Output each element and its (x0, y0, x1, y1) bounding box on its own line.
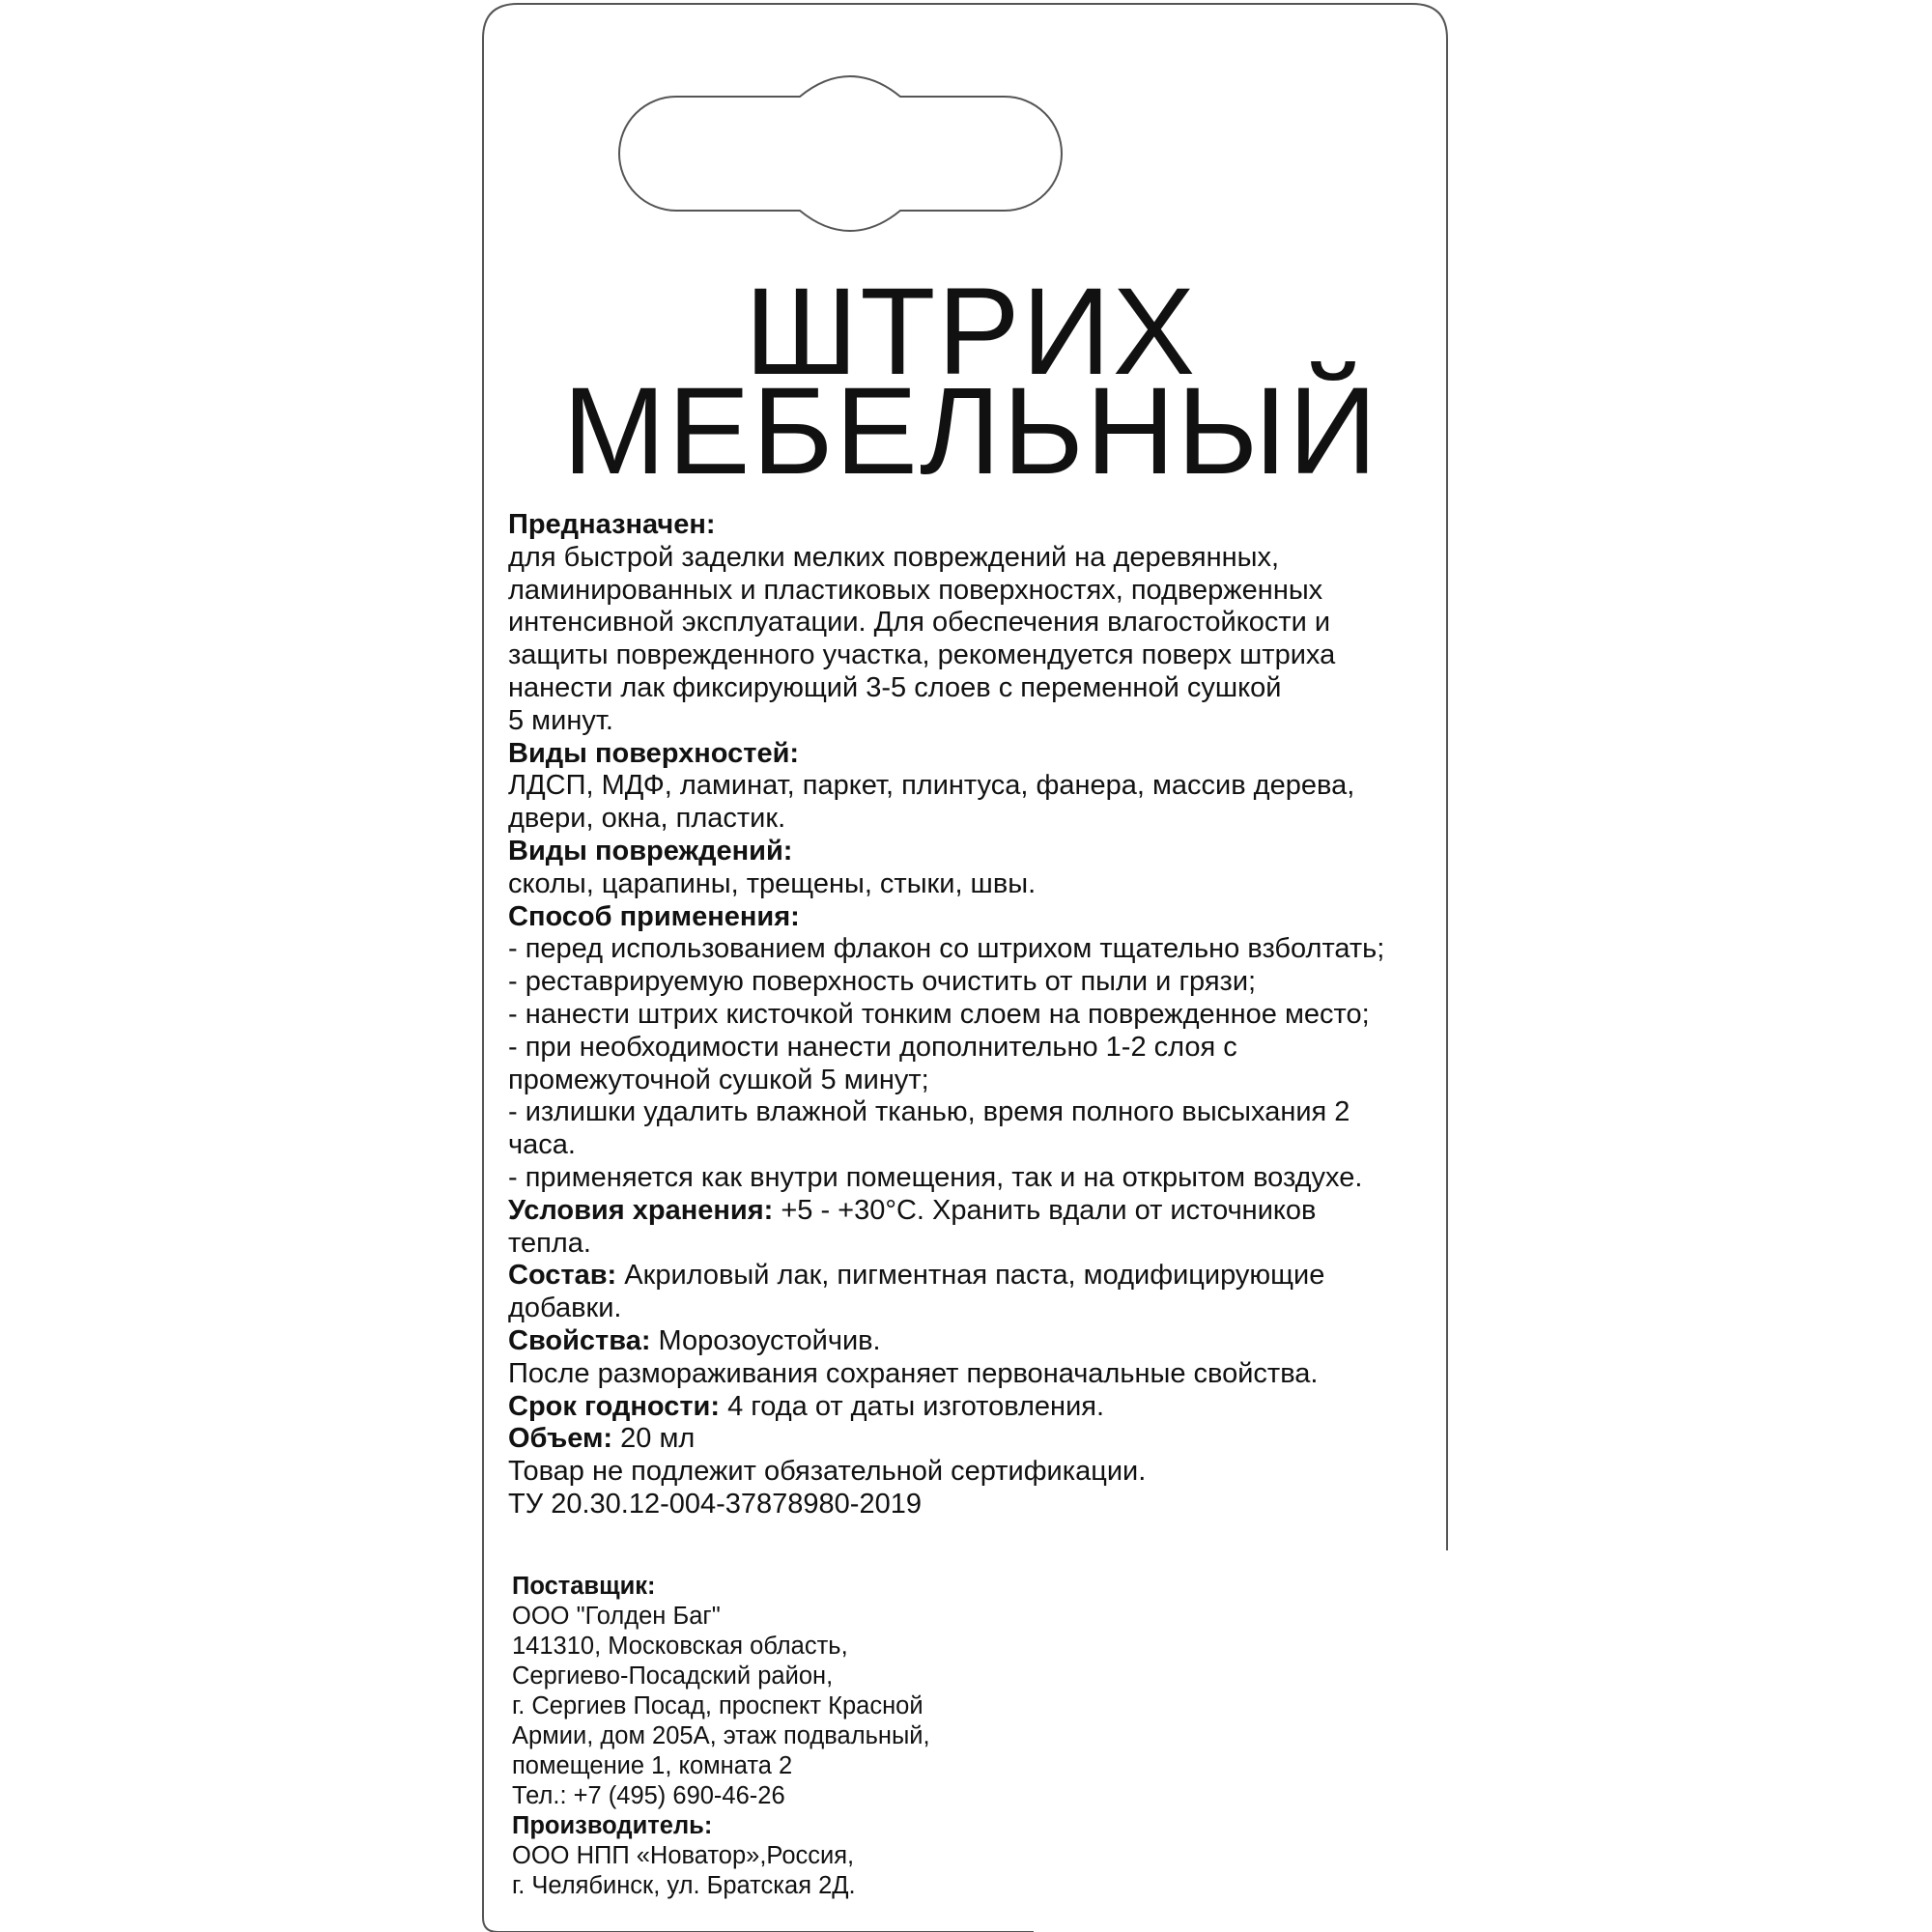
volume-row (508, 1423, 1435, 1456)
storage-value: +5 - +30°С. Хранить вдали от источников (773, 1194, 1317, 1226)
storage-label: Условия хранения: (508, 1194, 774, 1226)
hang-hole (619, 76, 1062, 231)
properties-row (508, 1325, 1435, 1358)
supplier-line: 141310, Московская область, (512, 1633, 848, 1660)
surfaces-line: ЛДСП, МДФ, ламинат, паркет, плинтуса, фанера, массив дерева, (508, 770, 1355, 802)
purpose-line: ламинированных и пластиковых поверхностях, подверженных (508, 574, 1323, 606)
application-step: часа. (508, 1129, 576, 1161)
supplier-phone: Тел.: +7 (495) 690-46-26 (512, 1782, 785, 1809)
standard-code: ТУ 20.30.12-004-37878980-2019 (508, 1488, 922, 1520)
purpose-label: Предназначен: (508, 509, 716, 540)
surfaces-line: двери, окна, пластик. (508, 803, 786, 835)
storage-row (508, 1195, 1435, 1228)
product-title-line2: МЕБЕЛЬНЫЙ (562, 362, 1379, 500)
application-step: - нанести штрих кисточкой тонким слоем на поврежденное место; (508, 998, 1370, 1030)
volume-value: 20 мл (612, 1423, 696, 1455)
storage-value-cont: тепла. (508, 1227, 591, 1259)
supplier-line: Сергиево-Посадский район, (512, 1662, 834, 1690)
application-step: - при необходимости нанести дополнительно 1-2 слоя с (508, 1031, 1237, 1063)
volume-label: Объем: (508, 1423, 613, 1455)
purpose-line: нанести лак фиксирующий 3-5 слоев с переменной сушкой (508, 671, 1282, 703)
manufacturer-line: г. Челябинск, ул. Братская 2Д. (512, 1872, 856, 1899)
shelf-life-label: Срок годности: (508, 1390, 721, 1422)
supplier-line: г. Сергиев Посад, проспект Красной (512, 1692, 923, 1719)
application-step: - реставрируемую поверхность очистить от пыли и грязи; (508, 966, 1257, 998)
purpose-line: 5 минут. (508, 704, 613, 736)
composition-value-cont: добавки. (508, 1293, 622, 1324)
manufacturer-label: Производитель: (512, 1812, 713, 1839)
supplier-label: Поставщик: (512, 1573, 656, 1600)
properties-value-cont: После размораживания сохраняет первоначальные свойства. (508, 1357, 1319, 1389)
supplier-line: Армии, дом 205А, этаж подвальный, (512, 1722, 930, 1749)
properties-label: Свойства: (508, 1324, 651, 1356)
supplier-line: ООО "Голден Баг" (512, 1603, 721, 1630)
composition-value: Акриловый лак, пигментная паста, модифицирующие (616, 1260, 1325, 1292)
application-step: - перед использованием флакон со штрихом тщательно взболтать; (508, 933, 1385, 965)
purpose-line: защиты поврежденного участка, рекомендуется поверх штриха (508, 639, 1336, 671)
manufacturer-line: ООО НПП «Новатор»,Россия, (512, 1842, 855, 1869)
shelf-life-value: 4 года от даты изготовления. (720, 1390, 1105, 1422)
composition-row (508, 1260, 1435, 1293)
application-step: - излишки удалить влажной тканью, время полного высыхания 2 (508, 1096, 1350, 1128)
surfaces-label: Виды поверхностей: (508, 737, 800, 769)
product-title-line1: ШТРИХ (744, 263, 1198, 401)
composition-label: Состав: (508, 1260, 617, 1292)
shelf-life-row (508, 1391, 1435, 1424)
purpose-line: для быстрой заделки мелких повреждений на деревянных, (508, 541, 1280, 573)
damages-label: Виды повреждений: (508, 835, 793, 867)
instructions-block (508, 509, 1435, 1521)
certification-note: Товар не подлежит обязательной сертификации. (508, 1456, 1147, 1488)
application-label: Способ применения: (508, 900, 800, 932)
damages-line: сколы, царапины, трещены, стыки, швы. (508, 867, 1037, 899)
purpose-line: интенсивной эксплуатации. Для обеспечения влагостойкости и (508, 607, 1331, 639)
properties-value: Морозоустойчив. (650, 1324, 881, 1356)
application-step: - применяется как внутри помещения, так и на открытом воздухе. (508, 1161, 1363, 1193)
supplier-line: помещение 1, комната 2 (512, 1752, 793, 1779)
application-step: промежуточной сушкой 5 минут; (508, 1064, 929, 1095)
supplier-block (512, 1572, 1092, 1901)
